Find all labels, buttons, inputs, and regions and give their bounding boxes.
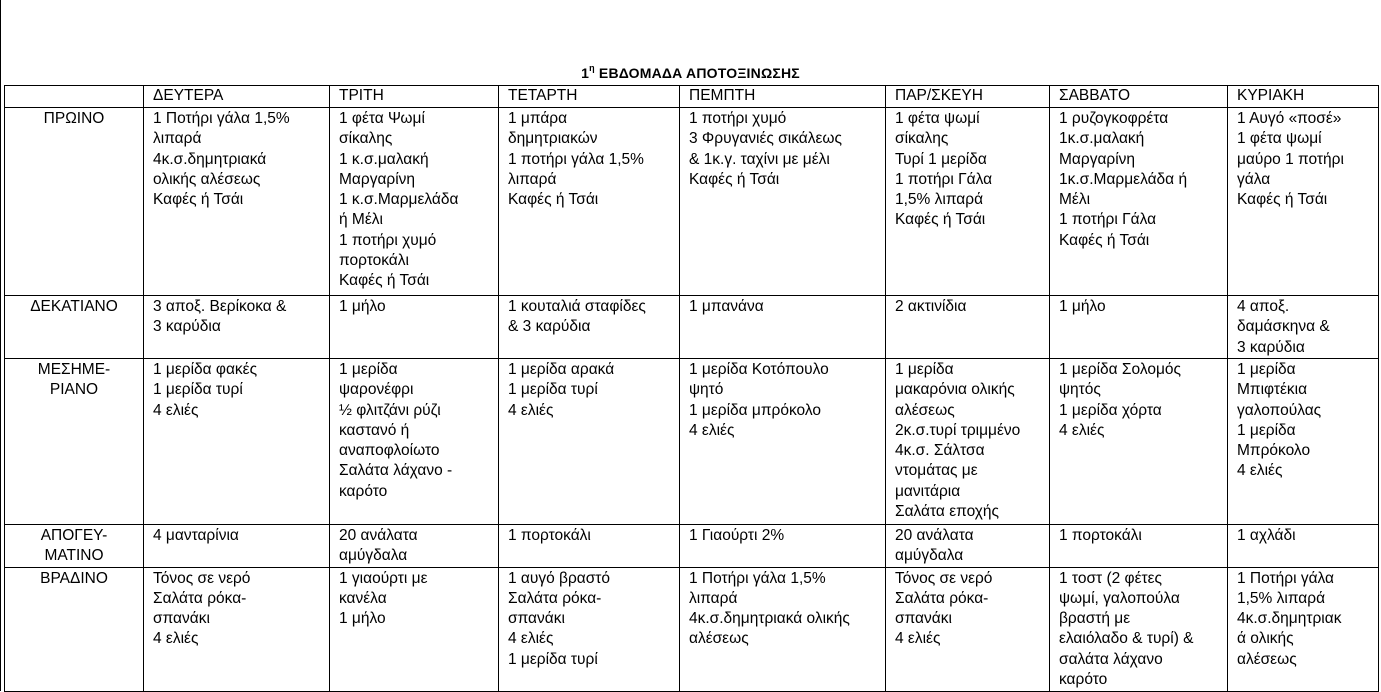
table-cell: 1 Ποτήρι γάλα 1,5% λιπαρά 4κ.σ.δημητριακ ά ολικής αλέσεως	[1228, 567, 1379, 691]
page-left-border	[0, 0, 1, 691]
table-cell: 3 αποξ. Βερίκοκα & 3 καρύδια	[144, 296, 330, 359]
header-day-tuesday: ΤΡΙΤΗ	[330, 86, 499, 108]
table-cell: 1 Ποτήρι γάλα 1,5% λιπαρά 4κ.σ.δημητριακά ολικής αλέσεως	[680, 567, 886, 691]
title-ordinal: 1	[581, 65, 590, 81]
header-day-thursday: ΠΕΜΠΤΗ	[680, 86, 886, 108]
table-cell: Τόνος σε νερό Σαλάτα ρόκα- σπανάκι 4 ελιές	[144, 567, 330, 691]
table-cell: 1 μερίδα ψαρονέφρι ½ φλιτζάνι ρύζι καστανό ή αναποφλοίωτο Σαλάτα λάχανο - καρότο	[330, 359, 499, 525]
table-cell: 1 πορτοκάλι	[1050, 525, 1228, 568]
row-label-breakfast: ΠΡΩΙΝΟ	[5, 108, 144, 296]
title-superscript: η	[589, 63, 595, 74]
row-label-morning-snack: ΔΕΚΑΤΙΑΝΟ	[5, 296, 144, 359]
row-label-lunch: ΜΕΣΗΜΕ- ΡΙΑΝΟ	[5, 359, 144, 525]
table-cell: 1 φέτα ψωμί σίκαλης Τυρί 1 μερίδα 1 ποτήρι Γάλα 1,5% λιπαρά Καφές ή Τσάι	[886, 108, 1050, 296]
table-cell: Τόνος σε νερό Σαλάτα ρόκα- σπανάκι 4 ελιές	[886, 567, 1050, 691]
table-cell: 4 αποξ. δαμάσκηνα & 3 καρύδια	[1228, 296, 1379, 359]
table-cell: 1 φέτα Ψωμί σίκαλης 1 κ.σ.μαλακή Μαργαρίνη 1 κ.σ.Μαρμελάδα ή Μέλι 1 ποτήρι χυμό πορτοκάλι Καφές ή Τσάι	[330, 108, 499, 296]
table-cell: 1 μήλο	[330, 296, 499, 359]
table-cell: 2 ακτινίδια	[886, 296, 1050, 359]
table-cell: 1 γιαούρτι με κανέλα 1 μήλο	[330, 567, 499, 691]
table-cell: 1 μπάρα δημητριακών 1 ποτήρι γάλα 1,5% λιπαρά Καφές ή Τσάι	[499, 108, 680, 296]
table-cell: 1 μερίδα Κοτόπουλο ψητό 1 μερίδα μπρόκολο 4 ελιές	[680, 359, 886, 525]
table-cell: 1 πορτοκάλι	[499, 525, 680, 568]
table-cell: 1 κουταλιά σταφίδες & 3 καρύδια	[499, 296, 680, 359]
table-row-morning-snack	[5, 296, 1379, 359]
header-day-sunday: ΚΥΡΙΑΚΗ	[1228, 86, 1379, 108]
table-cell: 1 μπανάνα	[680, 296, 886, 359]
table-cell: 1 ρυζογκοφρέτα 1κ.σ.μαλακή Μαργαρίνη 1κ.σ.Μαρμελάδα ή Μέλι 1 ποτήρι Γάλα Καφές ή Τσάι	[1050, 108, 1228, 296]
table-cell: 20 ανάλατα αμύγδαλα	[330, 525, 499, 568]
table-cell: 20 ανάλατα αμύγδαλα	[886, 525, 1050, 568]
table-cell: 1 Αυγό «ποσέ» 1 φέτα ψωμί μαύρο 1 ποτήρι γάλα Καφές ή Τσάι	[1228, 108, 1379, 296]
table-row-breakfast	[5, 108, 1379, 296]
table-cell: 1 μερίδα αρακά 1 μερίδα τυρί 4 ελιές	[499, 359, 680, 525]
header-day-friday: ΠΑΡ/ΣΚΕΥΗ	[886, 86, 1050, 108]
table-row-lunch	[5, 359, 1379, 525]
header-day-saturday: ΣΑΒΒΑΤΟ	[1050, 86, 1228, 108]
row-label-afternoon-snack: ΑΠΟΓΕΥ- ΜΑΤΙΝΟ	[5, 525, 144, 568]
table-cell: 1 μερίδα Μπιφτέκια γαλοπούλας 1 μερίδα Μπρόκολο 4 ελιές	[1228, 359, 1379, 525]
table-cell: 1 μερίδα μακαρόνια ολικής αλέσεως 2κ.σ.τυρί τριμμένο 4κ.σ. Σάλτσα ντομάτας με μανιτάρια Σαλάτα εποχής	[886, 359, 1050, 525]
table-cell: 1 ποτήρι χυμό 3 Φρυγανιές σικάλεως & 1κ.γ. ταχίνι με μέλι Καφές ή Τσάι	[680, 108, 886, 296]
header-day-wednesday: ΤΕΤΑΡΤΗ	[499, 86, 680, 108]
table-cell: 1 μερίδα φακές 1 μερίδα τυρί 4 ελιές	[144, 359, 330, 525]
table-cell: 1 τοστ (2 φέτες ψωμί, γαλοπούλα βραστή με ελαιόλαδο & τυρί) & σαλάτα λάχανο καρότο	[1050, 567, 1228, 691]
header-corner-cell	[5, 86, 144, 108]
meal-plan-table	[4, 85, 1379, 692]
header-row	[5, 86, 1379, 108]
table-cell: 1 μερίδα Σολομός ψητός 1 μερίδα χόρτα 4 ελιές	[1050, 359, 1228, 525]
table-cell: 1 Ποτήρι γάλα 1,5% λιπαρά 4κ.σ.δημητριακά ολικής αλέσεως Καφές ή Τσάι	[144, 108, 330, 296]
header-day-monday: ΔΕΥΤΕΡΑ	[144, 86, 330, 108]
table-cell: 1 μήλο	[1050, 296, 1228, 359]
document-title	[0, 65, 1381, 81]
table-cell: 1 Γιαούρτι 2%	[680, 525, 886, 568]
table-row-afternoon-snack	[5, 525, 1379, 568]
row-label-dinner: ΒΡΑΔΙΝΟ	[5, 567, 144, 691]
title-text: ΕΒΔΟΜΑΔΑ ΑΠΟΤΟΞΙΝΩΣΗΣ	[594, 65, 800, 81]
table-cell: 1 αυγό βραστό Σαλάτα ρόκα- σπανάκι 4 ελιές 1 μερίδα τυρί	[499, 567, 680, 691]
table-row-dinner	[5, 567, 1379, 691]
table-cell: 4 μανταρίνια	[144, 525, 330, 568]
table-cell: 1 αχλάδι	[1228, 525, 1379, 568]
